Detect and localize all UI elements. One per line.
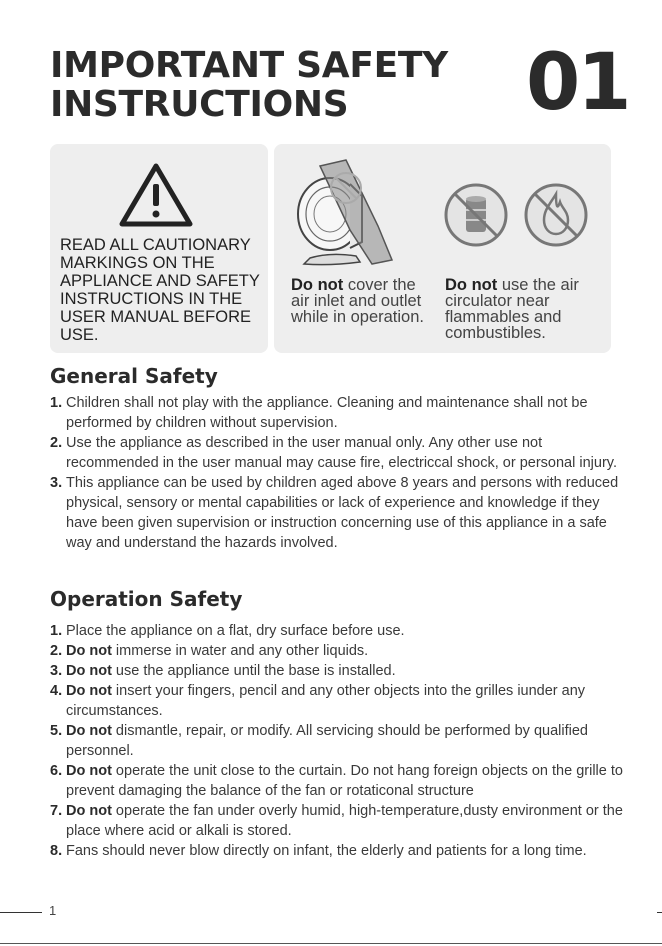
footer-rule-right	[657, 912, 662, 913]
list-item: 2. Use the appliance as described in the user manual only. Any other use not recommended in the user manual may cause fire, electriccal shock, or personal injury.	[50, 435, 617, 471]
list-item: 3. This appliance can be used by children aged above 8 years and persons with reduced physical, sensory or mental capabilities or lack of experience and knowledge if they have been given supervision or instruction concerning use of this appliance in a safe way and understand the hazards involved.	[50, 475, 619, 551]
no-gas-can-icon	[446, 185, 506, 245]
list-item: 1. Place the appliance on a flat, dry surface before use.	[50, 623, 405, 639]
read-manual-notice: READ ALL CAUTIONARY MARKINGS ON THE APPLIANCE AND SAFETY INSTRUCTIONS IN THE USER MANUAL BEFORE USE.	[60, 236, 260, 344]
flammable-caption: Do not use the air circulator near flammables and combustibles.	[445, 276, 579, 342]
title-line-2: INSTRUCTIONS	[50, 84, 349, 125]
cover-caption: Do not cover the air inlet and outlet while in operation.	[291, 276, 424, 326]
footer-rule-left	[0, 912, 42, 913]
list-item: 6. Do not operate the unit close to the curtain. Do not hang foreign objects on the grille to prevent damaging the balance of the fan or rotaticonal structure	[50, 763, 623, 799]
prohibition-card	[274, 144, 611, 353]
general-safety-list	[50, 393, 630, 553]
title-line-1: IMPORTANT SAFETY	[50, 45, 448, 86]
general-safety-heading: General Safety	[50, 364, 218, 388]
no-flammables-icon	[444, 182, 594, 248]
warning-card	[50, 144, 268, 353]
covered-fan-illustration	[290, 156, 400, 271]
page-title	[50, 46, 448, 124]
page-number: 1	[49, 903, 57, 918]
section-number: 01	[526, 38, 629, 128]
operation-safety-list	[50, 621, 630, 861]
list-item: 4. Do not insert your fingers, pencil and any other objects into the grilles iunder any circumstances.	[50, 683, 586, 719]
no-fire-icon	[526, 185, 586, 245]
list-item: 7. Do not operate the fan under overly humid, high-temperature,dusty environment or the place where acid or alkali is stored.	[50, 803, 623, 839]
page-bottom-border	[0, 943, 662, 944]
list-item: 8. Fans should never blow directly on infant, the elderly and patients for a long time.	[50, 843, 587, 859]
list-item: 2. Do not immerse in water and any other liquids.	[50, 643, 369, 659]
list-item: 3. Do not use the appliance until the base is installed.	[50, 663, 396, 679]
operation-safety-heading: Operation Safety	[50, 587, 243, 611]
list-item: 5. Do not dismantle, repair, or modify. All servicing should be performed by qualified personnel.	[50, 723, 588, 759]
warning-triangle-icon	[116, 160, 196, 230]
list-item: 1. Children shall not play with the appliance. Cleaning and maintenance shall not be performed by children without supervision.	[50, 395, 588, 431]
